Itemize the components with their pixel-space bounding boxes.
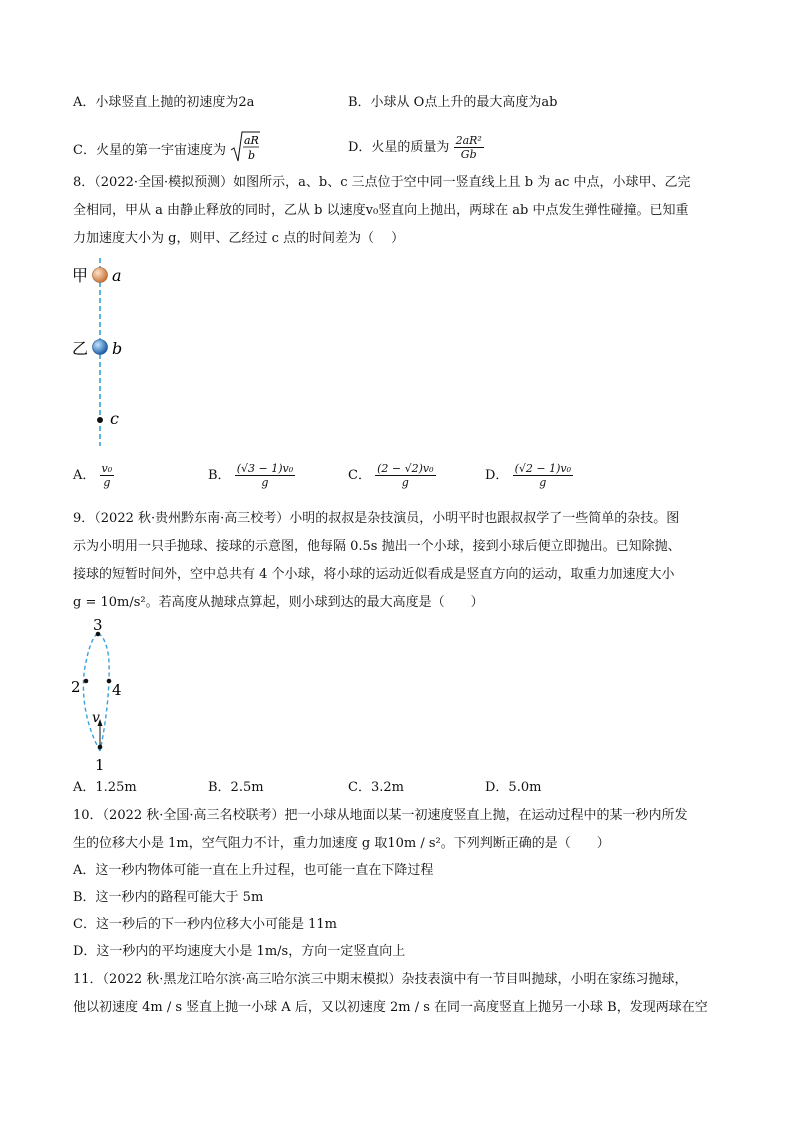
velocity-label: v [92, 710, 100, 726]
q7-option-c-text: C．火星的第一宇宙速度为 [73, 143, 226, 158]
q8-option-a-den: g [103, 476, 111, 489]
q8-option-b-label: B． [208, 468, 231, 483]
q8-option-c [348, 462, 436, 489]
q7-option-a: A．小球竖直上抛的初速度为2a [73, 95, 255, 110]
q10-option-a: A．这一秒内物体可能一直在上升过程，也可能一直在下降过程 [73, 863, 434, 878]
q9-line-4: g = 10m/s²。若高度从抛球点算起，则小球到达的最大高度是（ ） [73, 595, 484, 610]
q9-option-a: A．1.25m [73, 780, 137, 795]
q10-line-2: 生的位移大小是 1m，空气阻力不计，重力加速度 g 取10m / s²。下列判断正确的是（ ） [73, 836, 610, 851]
ball-a-name: 甲 [72, 266, 89, 285]
point-c-icon [97, 417, 103, 423]
point-c-label: c [110, 409, 119, 428]
q7-option-d-den: Gb [460, 148, 477, 161]
ball-a-label: a [112, 266, 122, 285]
q7-option-c-num: aR [244, 134, 259, 147]
q8-option-c-fraction [375, 462, 435, 489]
q9-line-2: 示为小明用一只手抛球、接球的示意图，他每隔 0.5s 抛出一个小球，接到小球后便立即抛出。已知除抛、 [73, 539, 681, 554]
point-2-label: 2 [71, 678, 81, 696]
ball-b-name: 乙 [72, 339, 89, 358]
q8-line-2: 全相同，甲从 a 由静止释放的同时，乙从 b 以速度v₀竖直向上抛出，两球在 ab 中点发生弹性碰撞。已知重 [73, 203, 689, 218]
q8-line-1: 8．（2022·全国·模拟预测）如图所示，a、b、c 三点位于空中同一竖直线上且 b 为 ac 中点，小球甲、乙完 [73, 175, 691, 190]
q8-option-a-label: A． [73, 468, 96, 483]
q9-option-d: D．5.0m [485, 780, 542, 795]
q8-option-d-den: g [539, 476, 547, 489]
q10-option-b: B．这一秒内的路程可能大于 5m [73, 890, 264, 905]
q7-option-d-num: 2aR² [455, 134, 482, 147]
q9-line-3: 接球的短暂时间外，空中总共有 4 个小球，将小球的运动近似看成是竖直方向的运动，取重力加速度大小 [73, 567, 675, 582]
q7-option-d-fraction [454, 134, 484, 161]
sqrt-symbol [230, 130, 260, 171]
q11-line-1: 11．（2022 秋·黑龙江哈尔滨·高三哈尔滨三中期末模拟）杂技表演中有一节目叫抛球，小明在家练习抛球， [73, 972, 688, 987]
point-1-label: 1 [95, 756, 105, 774]
q8-option-c-num: (2 − √2)v₀ [377, 462, 434, 475]
q11-line-2: 他以初速度 4m / s 竖直上抛一小球 A 后，又以初速度 2m / s 在同一高度竖直上抛另一小球 B，发现两球在空 [73, 1000, 708, 1015]
q8-option-a [73, 462, 114, 489]
q8-option-c-label: C． [348, 468, 371, 483]
point-2-icon [84, 679, 89, 684]
q9-figure [68, 618, 132, 774]
q8-option-a-fraction [100, 462, 115, 489]
q8-option-d [485, 462, 573, 489]
q8-option-d-label: D． [485, 468, 509, 483]
point-4-icon [107, 679, 112, 684]
point-1-icon [98, 745, 103, 750]
q8-option-b-den: g [261, 476, 269, 489]
ball-b-icon [93, 340, 108, 355]
point-3-label: 3 [93, 618, 103, 634]
q8-option-d-num: (√2 − 1)v₀ [514, 462, 572, 475]
left-arc [83, 634, 100, 751]
q10-option-d: D．这一秒内的平均速度大小是 1m/s，方向一定竖直向上 [73, 944, 406, 959]
q9-line-1: 9．（2022 秋·贵州黔东南·高三校考）小明的叔叔是杂技演员，小明平时也跟叔叔学了一些简单的杂技。图 [73, 511, 680, 526]
ball-b-label: b [112, 339, 123, 358]
q8-option-b [208, 462, 295, 489]
q7-option-c [73, 130, 260, 171]
q7-option-c-den: b [248, 149, 256, 162]
q8-option-b-fraction [235, 462, 295, 489]
q7-option-d [348, 134, 484, 161]
q9-option-c: C．3.2m [348, 780, 404, 795]
q7-option-d-text: D．火星的质量为 [348, 140, 450, 155]
q8-figure [60, 258, 150, 450]
point-4-label: 4 [112, 681, 122, 699]
q10-option-c: C．这一秒后的下一秒内位移大小可能是 11m [73, 917, 337, 932]
q8-option-b-num: (√3 − 1)v₀ [236, 462, 294, 475]
q8-option-c-den: g [401, 476, 409, 489]
q8-line-3: 力加速度大小为 g，则甲、乙经过 c 点的时间差为（ ） [73, 231, 405, 246]
ball-a-icon [93, 268, 108, 283]
q7-option-b: B．小球从 O点上升的最大高度为ab [348, 95, 558, 110]
q9-option-b: B．2.5m [208, 780, 264, 795]
q10-line-1: 10．（2022 秋·全国·高三名校联考）把一小球从地面以某一初速度竖直上抛，在运动过程中的某一秒内所发 [73, 808, 688, 823]
q8-option-a-num: v₀ [101, 462, 113, 475]
q8-option-d-fraction [513, 462, 573, 489]
